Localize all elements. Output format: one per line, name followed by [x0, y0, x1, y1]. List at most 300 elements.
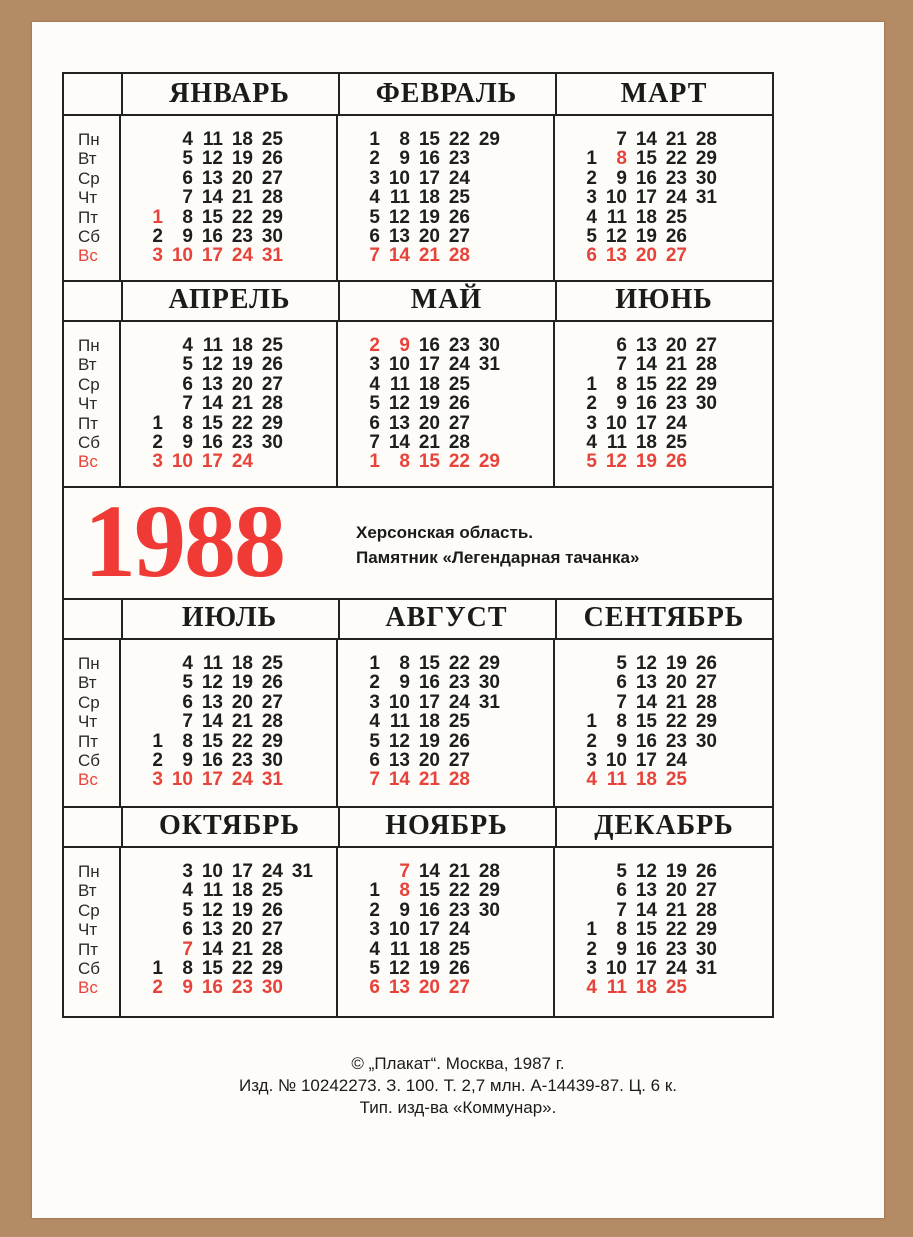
day-number: 5 [182, 672, 193, 694]
day-number: 1 [369, 129, 380, 150]
week-row [121, 149, 336, 168]
weekday-label: Пн [78, 654, 100, 673]
day-number: 28 [261, 711, 283, 733]
day-number: 15 [635, 373, 657, 395]
week-row [338, 227, 553, 246]
day-number: 4 [369, 187, 380, 209]
month-days [338, 322, 555, 486]
day-number: 6 [182, 919, 193, 941]
day-number: 2 [152, 977, 163, 999]
day-number: 20 [665, 672, 687, 694]
day-number: 21 [665, 899, 687, 921]
day-number: 22 [665, 919, 687, 941]
week-row [555, 751, 773, 770]
day-number: 20 [231, 167, 253, 189]
day-number: 24 [231, 245, 253, 267]
day-number: 21 [418, 431, 440, 453]
day-number: 4 [369, 938, 380, 960]
caption [356, 520, 639, 570]
day-number: 8 [182, 957, 193, 979]
day-number: 14 [388, 245, 410, 267]
month-name: ИЮНЬ [615, 284, 713, 315]
day-number: 14 [388, 769, 410, 791]
day-number: 8 [616, 148, 627, 170]
day-number: 4 [369, 373, 380, 395]
weekday-label: Пн [78, 130, 100, 149]
week-row [338, 770, 553, 789]
day-number: 15 [635, 919, 657, 941]
day-number: 23 [231, 431, 253, 453]
day-number: 6 [616, 880, 627, 902]
day-number: 12 [201, 148, 223, 170]
month-name: МАЙ [338, 280, 557, 320]
day-number: 18 [231, 335, 253, 356]
day-number: 26 [261, 899, 283, 921]
week-row [338, 414, 553, 433]
day-number: 3 [369, 354, 380, 376]
caption-line-1: Херсонская область. [356, 523, 534, 542]
day-number: 5 [182, 148, 193, 170]
weekday-column [64, 848, 121, 1016]
day-number: 7 [182, 187, 193, 209]
day-number: 12 [635, 653, 657, 674]
day-number: 14 [388, 431, 410, 453]
month-name: ИЮЛЬ [121, 598, 340, 638]
day-number: 29 [695, 373, 717, 395]
day-number: 12 [201, 354, 223, 376]
day-number: 18 [418, 711, 440, 733]
week-row [121, 414, 336, 433]
day-number: 28 [448, 245, 470, 267]
day-number: 10 [388, 919, 410, 941]
week-row [338, 712, 553, 731]
day-number: 9 [399, 148, 410, 170]
week-row [555, 433, 773, 452]
week-row [555, 901, 773, 920]
weekday-label: Сб [78, 959, 101, 979]
day-number: 16 [201, 749, 223, 771]
day-number: 9 [182, 225, 193, 247]
day-number: 28 [695, 899, 717, 921]
day-number: 27 [261, 919, 283, 941]
day-number: 2 [152, 749, 163, 771]
day-number: 26 [261, 148, 283, 170]
day-number: 28 [695, 354, 717, 376]
day-number: 15 [418, 129, 440, 150]
day-number: 5 [369, 206, 380, 228]
day-number: 23 [448, 148, 470, 170]
footer-line-1: © „Плакат“. Москва, 1987 г. [351, 1054, 565, 1073]
week-row [121, 751, 336, 770]
month-days [121, 848, 338, 1016]
week-row [555, 414, 773, 433]
day-number: 1 [152, 957, 163, 979]
day-number: 11 [389, 711, 410, 733]
day-number: 19 [665, 861, 687, 882]
week-row [121, 940, 336, 959]
week-row [555, 654, 773, 673]
day-number: 18 [231, 129, 253, 150]
week-row [121, 208, 336, 227]
day-number: 15 [418, 653, 440, 674]
title-band [64, 486, 772, 600]
day-number: 8 [616, 919, 627, 941]
day-number: 16 [418, 672, 440, 694]
day-number: 17 [635, 749, 657, 771]
week-row [338, 355, 553, 374]
day-number: 3 [152, 245, 163, 267]
weekday-column [64, 322, 121, 486]
day-number: 9 [399, 899, 410, 921]
week-row [338, 169, 553, 188]
month-days [338, 640, 555, 806]
week-row [121, 452, 336, 471]
day-number: 21 [665, 691, 687, 713]
day-number: 31 [695, 957, 717, 979]
day-number: 13 [605, 245, 627, 267]
month-days [338, 116, 555, 280]
day-number: 16 [418, 899, 440, 921]
day-number: 25 [665, 977, 687, 999]
day-number: 6 [182, 691, 193, 713]
day-number: 15 [201, 957, 223, 979]
day-number: 7 [616, 354, 627, 376]
day-number: 25 [261, 653, 283, 674]
week-row [555, 712, 773, 731]
day-number: 13 [388, 977, 410, 999]
weekday-label: Чт [78, 188, 98, 208]
day-number: 2 [152, 431, 163, 453]
week-row [555, 940, 773, 959]
day-number: 12 [388, 730, 410, 752]
header-corner [64, 74, 123, 114]
day-number: 14 [635, 691, 657, 713]
day-number: 18 [231, 653, 253, 674]
day-number: 11 [202, 335, 223, 356]
day-number: 20 [418, 977, 440, 999]
day-number: 28 [478, 861, 500, 882]
day-number: 7 [399, 861, 410, 882]
day-number: 17 [231, 861, 253, 882]
day-number: 10 [171, 245, 193, 267]
week-row [555, 673, 773, 692]
day-number: 1 [152, 206, 163, 228]
imprint-footer [32, 1053, 884, 1119]
day-number: 1 [152, 730, 163, 752]
day-number: 3 [369, 919, 380, 941]
week-row [121, 433, 336, 452]
day-number: 23 [448, 335, 470, 356]
day-number: 7 [369, 431, 380, 453]
month-name: СЕНТЯБРЬ [583, 602, 745, 633]
day-number: 6 [369, 977, 380, 999]
week-row [555, 130, 773, 149]
month-header-row [64, 598, 772, 640]
day-number: 13 [635, 672, 657, 694]
day-number: 6 [616, 335, 627, 356]
week-row [121, 227, 336, 246]
header-corner [64, 806, 123, 846]
day-number: 17 [201, 769, 223, 791]
week-row [121, 978, 336, 997]
day-number: 24 [665, 412, 687, 434]
week-row [555, 169, 773, 188]
month-header-row [64, 806, 772, 848]
week-row [338, 732, 553, 751]
day-number: 27 [695, 672, 717, 694]
week-row [121, 732, 336, 751]
day-number: 6 [182, 167, 193, 189]
day-number: 20 [665, 880, 687, 902]
day-number: 9 [182, 977, 193, 999]
day-number: 20 [635, 245, 657, 267]
day-number: 21 [231, 393, 253, 415]
week-row [555, 246, 773, 265]
day-number: 28 [448, 769, 470, 791]
day-number: 1 [586, 711, 597, 733]
day-number: 2 [369, 899, 380, 921]
week-row [338, 901, 553, 920]
day-number: 12 [605, 451, 627, 473]
day-number: 1 [369, 451, 380, 473]
day-number: 1 [586, 148, 597, 170]
quarter-block [64, 598, 772, 808]
day-number: 29 [695, 919, 717, 941]
day-number: 21 [448, 861, 470, 882]
day-number: 31 [291, 861, 313, 882]
day-number: 21 [418, 245, 440, 267]
day-number: 16 [635, 730, 657, 752]
day-number: 28 [695, 691, 717, 713]
day-number: 8 [182, 206, 193, 228]
day-number: 19 [231, 148, 253, 170]
day-number: 2 [152, 225, 163, 247]
week-row [338, 693, 553, 712]
weekday-label: Пт [78, 731, 99, 751]
day-number: 18 [418, 187, 440, 209]
day-number: 30 [261, 225, 283, 247]
day-number: 15 [201, 412, 223, 434]
day-number: 10 [171, 451, 193, 473]
day-number: 19 [418, 393, 440, 415]
day-number: 25 [261, 880, 283, 902]
day-number: 29 [261, 412, 283, 434]
week-row [338, 862, 553, 881]
day-number: 5 [369, 957, 380, 979]
day-number: 6 [182, 373, 193, 395]
day-number: 22 [231, 206, 253, 228]
day-number: 12 [605, 225, 627, 247]
week-row [121, 673, 336, 692]
day-number: 6 [369, 749, 380, 771]
week-row [121, 862, 336, 881]
day-number: 19 [418, 957, 440, 979]
month-name: ОКТЯБРЬ [121, 806, 340, 846]
day-number: 8 [182, 412, 193, 434]
day-number: 23 [665, 938, 687, 960]
day-number: 5 [369, 393, 380, 415]
week-row [121, 693, 336, 712]
day-number: 9 [399, 672, 410, 694]
day-number: 9 [616, 730, 627, 752]
day-number: 27 [695, 880, 717, 902]
day-number: 29 [478, 880, 500, 902]
day-number: 12 [201, 672, 223, 694]
day-number: 25 [448, 187, 470, 209]
weekday-label: Ср [78, 900, 100, 920]
weekday-label: Вт [78, 149, 97, 169]
day-number: 13 [388, 412, 410, 434]
week-row [338, 394, 553, 413]
week-row [338, 959, 553, 978]
weekday-label: Ср [78, 692, 100, 712]
day-number: 24 [448, 919, 470, 941]
day-number: 7 [616, 899, 627, 921]
month-days [555, 848, 773, 1016]
day-number: 17 [418, 354, 440, 376]
day-number: 25 [261, 129, 283, 150]
day-number: 7 [182, 938, 193, 960]
day-number: 10 [388, 167, 410, 189]
day-number: 11 [606, 206, 627, 228]
day-number: 28 [261, 393, 283, 415]
day-number: 5 [586, 225, 597, 247]
day-number: 8 [182, 730, 193, 752]
footer-line-3: Тип. изд-ва «Коммунар». [359, 1098, 557, 1117]
day-number: 11 [606, 431, 627, 453]
day-number: 30 [261, 431, 283, 453]
day-number: 30 [478, 335, 500, 356]
quarter-block [64, 806, 772, 1016]
day-number: 25 [448, 373, 470, 395]
day-number: 23 [448, 899, 470, 921]
title-band-content [64, 486, 772, 598]
month-days [555, 322, 773, 486]
day-number: 10 [388, 691, 410, 713]
day-number: 28 [261, 938, 283, 960]
day-number: 4 [182, 653, 193, 674]
day-number: 8 [399, 880, 410, 902]
week-row [555, 227, 773, 246]
day-number: 22 [448, 653, 470, 674]
month-name: МАРТ [620, 78, 708, 109]
month-days [121, 116, 338, 280]
weekday-label: Вс [78, 246, 98, 266]
day-number: 12 [635, 861, 657, 882]
day-number: 11 [389, 938, 410, 960]
day-number: 24 [665, 749, 687, 771]
day-number: 12 [388, 957, 410, 979]
day-number: 7 [182, 393, 193, 415]
day-number: 1 [586, 373, 597, 395]
day-number: 13 [635, 880, 657, 902]
day-number: 11 [389, 373, 410, 395]
day-number: 4 [586, 431, 597, 453]
day-number: 26 [695, 653, 717, 674]
month-name: НОЯБРЬ [338, 806, 557, 846]
day-number: 14 [201, 187, 223, 209]
day-number: 7 [369, 769, 380, 791]
day-number: 30 [695, 393, 717, 415]
week-row [555, 693, 773, 712]
day-number: 16 [635, 167, 657, 189]
day-number: 17 [201, 451, 223, 473]
day-number: 29 [695, 148, 717, 170]
month-days [121, 322, 338, 486]
day-number: 11 [202, 129, 223, 150]
day-number: 1 [369, 653, 380, 674]
day-number: 10 [171, 769, 193, 791]
day-number: 29 [478, 451, 500, 473]
day-number: 8 [616, 373, 627, 395]
day-number: 19 [231, 354, 253, 376]
month-name: ЯНВАРЬ [121, 74, 340, 114]
day-number: 3 [586, 957, 597, 979]
day-number: 23 [665, 393, 687, 415]
week-row [121, 188, 336, 207]
day-number: 13 [201, 167, 223, 189]
day-number: 9 [182, 749, 193, 771]
weekday-label: Вс [78, 770, 98, 790]
day-number: 14 [635, 129, 657, 150]
month-days [338, 848, 555, 1016]
week-row [121, 920, 336, 939]
day-number: 5 [586, 451, 597, 473]
day-number: 8 [399, 451, 410, 473]
day-number: 21 [418, 769, 440, 791]
day-number: 10 [605, 187, 627, 209]
week-row [121, 901, 336, 920]
day-number: 16 [201, 225, 223, 247]
day-number: 14 [201, 711, 223, 733]
week-row [121, 336, 336, 355]
day-number: 17 [418, 691, 440, 713]
day-number: 18 [418, 938, 440, 960]
weekday-label: Сб [78, 433, 101, 453]
day-number: 6 [369, 412, 380, 434]
week-row [338, 336, 553, 355]
day-number: 27 [448, 225, 470, 247]
day-number: 27 [448, 412, 470, 434]
day-number: 15 [201, 730, 223, 752]
week-row [121, 130, 336, 149]
day-number: 3 [586, 187, 597, 209]
month-name: ФЕВРАЛЬ [338, 74, 557, 114]
day-number: 2 [369, 672, 380, 694]
day-number: 13 [635, 335, 657, 356]
day-number: 15 [418, 451, 440, 473]
week-row [555, 394, 773, 413]
day-number: 19 [418, 730, 440, 752]
week-row [555, 208, 773, 227]
day-number: 13 [201, 373, 223, 395]
week-row [121, 654, 336, 673]
weekday-column [64, 116, 121, 280]
day-number: 4 [182, 335, 193, 356]
week-row [121, 375, 336, 394]
day-number: 9 [399, 335, 410, 356]
week-row [121, 394, 336, 413]
day-number: 26 [448, 730, 470, 752]
weekday-label: Чт [78, 394, 98, 414]
week-row [121, 169, 336, 188]
day-number: 26 [695, 861, 717, 882]
day-number: 1 [586, 919, 597, 941]
day-number: 26 [665, 225, 687, 247]
day-number: 26 [448, 206, 470, 228]
week-row [338, 940, 553, 959]
week-row [338, 751, 553, 770]
